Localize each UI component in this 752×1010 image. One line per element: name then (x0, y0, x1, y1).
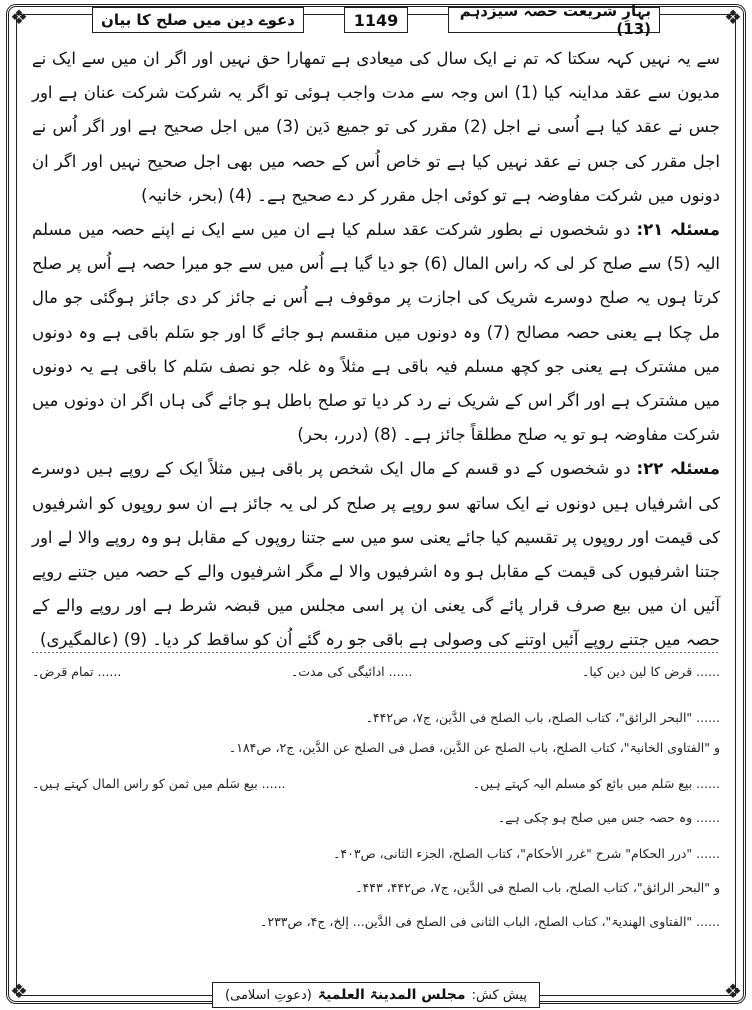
footnote-separator (32, 652, 720, 653)
footnote-8a: ...... "درر الحکام" شرح "غرر الأحکام"، کتاب الصلح، الجزء الثانی، ص۴۰۳۔ (333, 846, 720, 861)
masala-21-body: دو شخصوں نے بطور شرکت عقد سلم کیا ہے ان میں سے ایک نے اپنے حصہ میں مسلم الیہ (5) سے صلح کر لی کہ راس المال (6) جو دیا گیا ہے اُس میں سے جو میرا حصہ ہے اُس پر صلح کرتا ہوں یہ صلح دوسرے شریک کی اجازت پر موقوف ہے اُس نے جائز کر دی جائز ہوگئی جو مال مل چکا ہے یعنی حصہ مصالح (7) وہ دونوں میں منقسم ہو جائے گا اور جو سَلم باقی ہے وہ دونوں میں مشترک ہے یعنی جو کچھ مسلم فیہ باقی ہے مثلاً وہ غلہ جو نصف سَلم کا باقی ہے یہ دونوں میں مشترک ہے اور اگر اس کے شریک نے رد کر دیا تو صلح باطل ہو جائے گی ہاں اگر ان دونوں میں شرکت مفاوضہ ہو تو یہ صلح مطلقاً جائز ہے۔ (8) (درر، بحر) (32, 220, 720, 445)
masala-22-body: دو شخصوں کے دو قسم کے مال ایک شخص پر باقی ہیں مثلاً ایک کے روپے ہیں دوسرے کی اشرفیاں ہیں دونوں نے ایک ساتھ سو روپے پر صلح کر لی یہ جائز ہے ان سو روپوں کو اشرفیوں کی قیمت اور روپوں پر تقسیم کیا جائے یعنی سو میں سے جتنا روپوں کے مقابل ہو وہ روپے والا لے اور جتنا اشرفیوں کی قیمت کے مقابل ہو وہ اشرفیوں والا لے مگر اشرفیوں والے کے حصہ میں جتنے روپے آئیں ان میں بیع صرف قرار پائے گی یعنی ان پر اسی مجلس میں قبضہ شرط ہے اور روپے والے کے حصہ میں جتنے روپے آئیں اوتنے کی وصولی ہے باقی جو رہ گئے اُن کو ساقط کر دیا۔ (9) (عالمگیری) (32, 459, 720, 650)
book-title: بہارِ شریعت حصہ سیزدہم (13) (448, 7, 660, 33)
footer-organization: مجلس المدینۃ العلمیۃ (317, 987, 466, 1003)
ornament-top-left-icon: ❖ (10, 5, 28, 29)
page-header (92, 2, 660, 38)
footnote-9: ...... "الفتاوی الھندیۃ"، کتاب الصلح، الباب الثانی فی الصلح فی الدَّین... إلخ، ج۴، ص۲۳۳۔ (260, 914, 720, 929)
page-footer (212, 982, 540, 1008)
ornament-bottom-left-icon: ❖ (10, 979, 28, 1003)
paragraph-masala-21 (32, 213, 720, 452)
footer-suffix: (دعوتِ اسلامی) (225, 987, 312, 1003)
paragraph-intro (32, 42, 720, 213)
masala-22-label: مسئلہ ۲۲: (636, 459, 720, 479)
footnote-6: ...... بیع سَلم میں ثمن کو راس المال کہتے ہیں۔ (32, 776, 286, 791)
masala-21-label: مسئلہ ۲۱: (636, 220, 721, 240)
ornament-bottom-right-icon: ❖ (724, 979, 742, 1003)
footer-prefix: پیش کش: (471, 987, 527, 1003)
page-number: 1149 (344, 7, 408, 33)
footnote-5: ...... بیع سَلم میں بائع کو مسلم الیہ کہتے ہیں۔ (472, 776, 720, 791)
footnote-1: ...... قرض کا لین دین کیا۔ (582, 664, 720, 679)
footnote-3: ...... تمام قرض۔ (32, 664, 122, 679)
paragraph-masala-22 (32, 452, 720, 657)
main-text (32, 42, 720, 658)
footnote-2: ...... ادائیگی کی مدت۔ (290, 664, 413, 679)
footnote-row-1 (32, 664, 720, 680)
footnote-4b: و "الفتاوی الخانیۃ"، کتاب الصلح، باب الصلح عن الدَّین، فصل فی الصلح عن الدَّین، ج۲، ص۱۸۴۔ (228, 740, 720, 755)
footnote-row-5-6 (32, 776, 720, 792)
ornament-top-right-icon: ❖ (724, 5, 742, 29)
paragraph-body: سے یہ نہیں کہہ سکتا کہ تم نے ایک سال کی میعادی ہے تمھارا حق نہیں اور اگر ان میں سے ایک نے مدیون سے عقد مداینہ کیا (1) اس وجہ سے مدت واجب ہوئی تو اگر یہ شرکت شرکت عنان ہے اور جس نے عقد کیا ہے اُسی نے اجل (2) مقرر کی تو جمیع دَین (3) میں اجل صحیح ہے اور اگر اُس نے اجل مقرر کی جس نے عقد نہیں کیا ہے تو خاص اُس کے حصہ میں بھی اجل صحیح نہیں اور اگر ان دونوں میں شرکت مفاوضہ ہے تو کوئی اجل مقرر کر دے صحیح ہے۔ (4) (بحر، خانیہ) (32, 49, 721, 205)
chapter-title: دعوے دین میں صلح کا بیان (92, 7, 304, 33)
footnote-7: ...... وہ حصہ جس میں صلح ہو چکی ہے۔ (497, 810, 720, 825)
footnote-8b: و "البحر الرائق"، کتاب الصلح، باب الصلح فی الدَّین، ج۷، ص۴۴۲، ۴۴۳۔ (355, 880, 720, 895)
footnote-4a: ...... "البحر الرائق"، کتاب الصلح، باب الصلح فی الدَّین، ج۷، ص۴۴۲۔ (365, 710, 720, 725)
